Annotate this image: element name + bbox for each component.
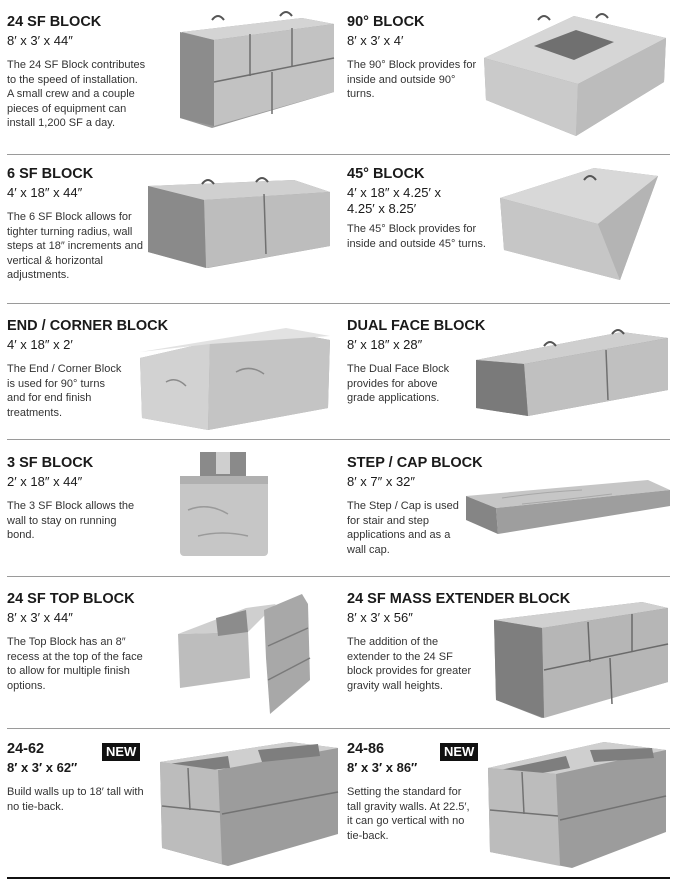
row-divider (7, 576, 670, 577)
block-title: 3 SF BLOCK (7, 455, 94, 471)
block-dimensions: 8′ x 3′ x 4′ (347, 33, 404, 48)
dual-face-block-photo (472, 324, 672, 420)
24-62-block-photo (158, 738, 342, 868)
step-cap-block-photo (462, 476, 674, 538)
block-description: Setting the standard for tall gravity walls. At 22.5′, it can go vertical with no tie-back. (347, 786, 470, 842)
block-dimensions: 2′ x 18″ x 44″ (7, 474, 83, 489)
24-sf-block-photo (152, 10, 338, 130)
block-description: The 90° Block provides for inside and outside 90° turns. (347, 59, 477, 100)
row-divider (7, 728, 670, 729)
block-description: Build walls up to 18′ tall with no tie-back. (7, 786, 144, 813)
new-badge: NEW (102, 743, 140, 761)
block-title: END / CORNER BLOCK (7, 318, 169, 334)
block-description: The addition of the extender to the 24 SF block provides for greater gravity wall heights. (347, 636, 472, 692)
block-title: STEP / CAP BLOCK (347, 455, 483, 471)
block-description: The 45° Block provides for inside and outside 45° turns. (347, 223, 486, 250)
6-sf-block-photo (144, 172, 334, 272)
block-description: The Top Block has an 8″ recess at the top of the face to allow for multiple finish options. (7, 636, 143, 692)
block-dimensions: 8′ x 18″ x 28″ (347, 337, 423, 352)
block-title: 24 SF BLOCK (7, 14, 102, 30)
block-dimensions: 8′ x 3′ x 62″ (7, 760, 78, 775)
block-description: The Step / Cap is used for stair and step applications and as a wall cap. (347, 500, 459, 556)
90-degree-block-photo (478, 8, 670, 140)
row-divider (7, 154, 670, 155)
block-title: 24-86 (347, 741, 385, 757)
block-title: 45° BLOCK (347, 166, 425, 182)
block-title: 24-62 (7, 741, 45, 757)
block-description: The 6 SF Block allows for tighter turning radius, wall steps at 18″ increments and vertical & horizontal adjustments. (7, 211, 143, 281)
block-dimensions: 8′ x 7″ x 32″ (347, 474, 416, 489)
row-divider (7, 439, 670, 440)
block-description: The 3 SF Block allows the wall to stay on running bond. (7, 500, 135, 541)
block-title: 24 SF MASS EXTENDER BLOCK (347, 591, 571, 607)
24-86-block-photo (486, 740, 670, 870)
page-bottom-rule (7, 877, 670, 879)
block-dimensions: 4′ x 18″ x 44″ (7, 185, 83, 200)
block-dimensions: 8′ x 3′ x 44″ (7, 610, 73, 625)
24-sf-mass-extender-block-photo (492, 600, 672, 722)
block-description: The Dual Face Block provides for above grade applications. (347, 363, 450, 404)
end-corner-block-photo (136, 322, 332, 434)
block-dimensions: 8′ x 3′ x 44″ (7, 33, 73, 48)
block-dimensions: 4′ x 18″ x 4.25′ x 4.25′ x 8.25′ (347, 185, 442, 216)
block-description: The 24 SF Block contributes to the speed of installation. A small crew and a couple pieces of equipment can install 1,200 SF a day. (7, 59, 146, 129)
block-card-3-sf (7, 455, 338, 595)
row-divider (7, 303, 670, 304)
block-title: 90° BLOCK (347, 14, 425, 30)
45-degree-block-photo (494, 158, 664, 284)
block-title: DUAL FACE BLOCK (347, 318, 486, 334)
block-title: 6 SF BLOCK (7, 166, 94, 182)
24-sf-top-block-photo (176, 588, 316, 718)
block-dimensions: 8′ x 3′ x 86″ (347, 760, 418, 775)
block-dimensions: 4′ x 18″ x 2′ (7, 337, 73, 352)
block-description: The End / Corner Block is used for 90° turns and for end finish treatments. (7, 363, 122, 419)
block-title: 24 SF TOP BLOCK (7, 591, 135, 607)
3-sf-block-photo (178, 450, 270, 560)
new-badge: NEW (440, 743, 478, 761)
block-dimensions: 8′ x 3′ x 56″ (347, 610, 413, 625)
